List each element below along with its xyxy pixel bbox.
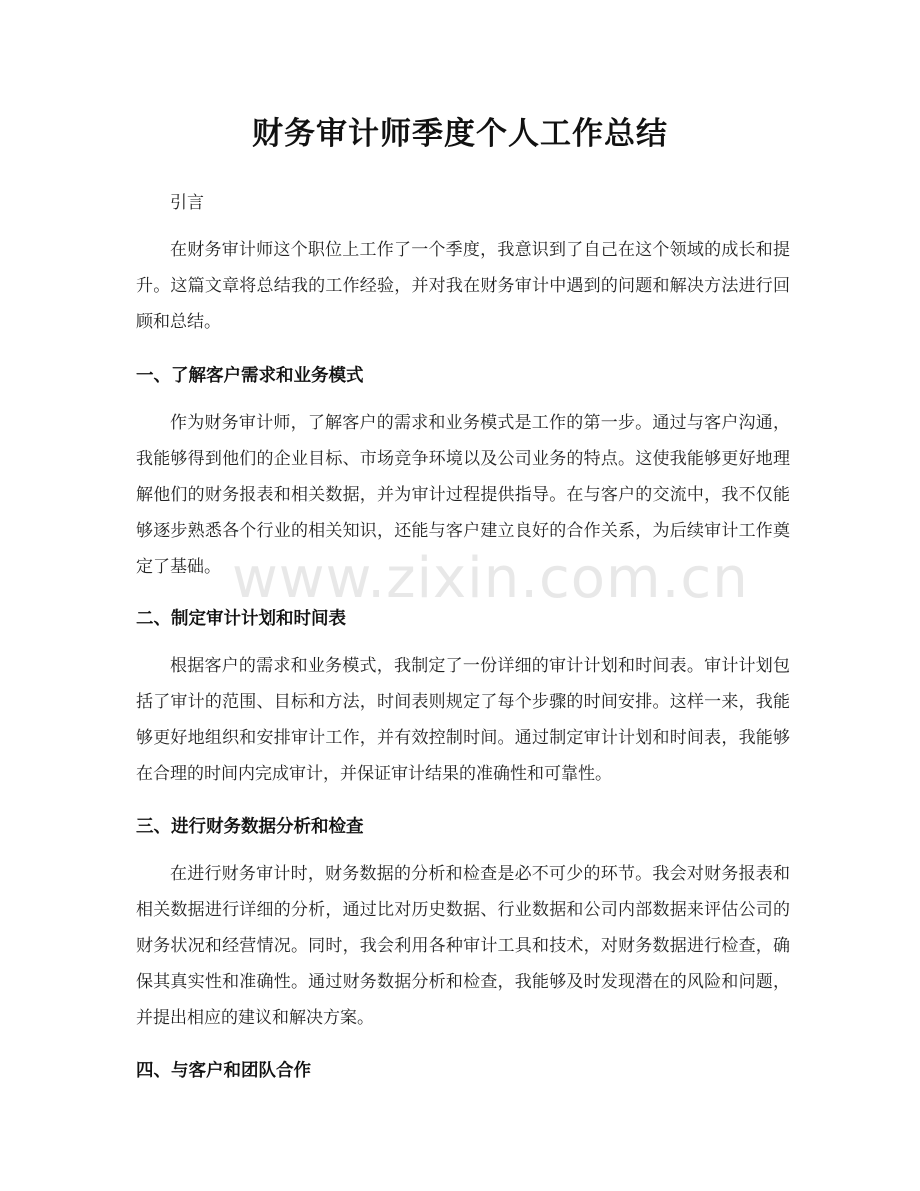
section-2-paragraph: 根据客户的需求和业务模式，我制定了一份详细的审计计划和时间表。审计计划包括了审计的范围、目标和方法，时间表则规定了每个步骤的时间安排。这样一来，我能够更好地组织和安排审计工作，并有效控制时间。通过制定审计计划和时间表，我能够在合理的时间内完成审计，并保证审计结果的准确性和可靠性。 bbox=[136, 656, 790, 784]
section-2-heading: 二、制定审计计划和时间表 bbox=[136, 609, 346, 629]
intro-label: 引言 bbox=[170, 193, 204, 213]
document-title: 财务审计师季度个人工作总结 bbox=[252, 116, 668, 152]
section-3-heading: 三、进行财务数据分析和检查 bbox=[136, 817, 364, 837]
section-1-heading: 一、了解客户需求和业务模式 bbox=[136, 366, 364, 386]
section-3-paragraph: 在进行财务审计时，财务数据的分析和检查是必不可少的环节。我会对财务报表和相关数据进行详细的分析，通过比对历史数据、行业数据和公司内部数据来评估公司的财务状况和经营情况。同时，我会利用各种审计工具和技术，对财务数据进行检查，确保其真实性和准确性。通过财务数据分析和检查，我能够及时发现潜在的风险和问题，并提出相应的建议和解决方案。 bbox=[136, 864, 790, 1028]
section-4-heading: 四、与客户和团队合作 bbox=[136, 1061, 311, 1081]
section-1-paragraph: 作为财务审计师，了解客户的需求和业务模式是工作的第一步。通过与客户沟通，我能够得到他们的企业目标、市场竞争环境以及公司业务的特点。这使我能够更好地理解他们的财务报表和相关数据，并为审计过程提供指导。在与客户的交流中，我不仅能够逐步熟悉各个行业的相关知识，还能与客户建立良好的合作关系，为后续审计工作奠定了基础。 bbox=[136, 413, 790, 577]
watermark: www.zixin.com.cn bbox=[232, 546, 749, 611]
intro-paragraph: 在财务审计师这个职位上工作了一个季度，我意识到了自己在这个领域的成长和提升。这篇文章将总结我的工作经验，并对我在财务审计中遇到的问题和解决方法进行回顾和总结。 bbox=[136, 240, 790, 332]
